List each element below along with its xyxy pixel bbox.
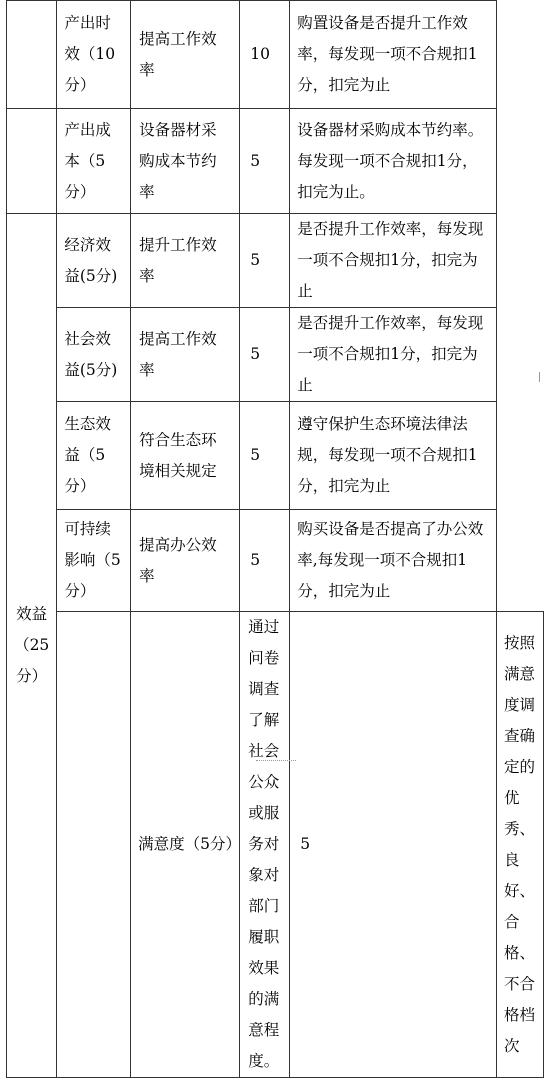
sub-indicator-cell: 通过问卷调查了解社会公众或服务对象对部门履职效果的满意程度。	[240, 612, 290, 1078]
sub-indicator-cell: 提升工作效率	[131, 214, 240, 308]
margin-mark	[539, 372, 544, 382]
score-cell: 10	[240, 1, 290, 109]
standard-cell: 遵守保护生态环境法律法规，每发现一项不合规扣1分，扣完为止	[290, 402, 497, 510]
standard-cell: 购买设备是否提高了办公效率,每发现一项不合规扣1分，扣完为止	[290, 510, 497, 612]
table-row	[7, 612, 544, 1078]
indicator-cell: 产出时效（10分）	[57, 1, 131, 109]
category-cell-top-2	[7, 109, 57, 214]
category-cell-bottom	[57, 612, 131, 1078]
table-row	[7, 510, 544, 612]
table-row	[7, 214, 544, 308]
score-cell: 5	[240, 109, 290, 214]
standard-cell: 按照满意度调查确定的优秀、良好、合格、不合格档次	[497, 612, 544, 1078]
table-row	[7, 308, 544, 402]
indicator-cell: 社会效益(5分)	[57, 308, 131, 402]
standard-cell: 购置设备是否提升工作效率，每发现一项不合规扣1分，扣完为止	[290, 1, 497, 109]
category-cell-top	[7, 1, 57, 109]
table-row	[7, 402, 544, 510]
standard-cell: 设备器材采购成本节约率。每发现一项不合规扣1分，扣完为止。	[290, 109, 497, 214]
indicator-cell: 生态效益（5分）	[57, 402, 131, 510]
bottom-mark	[256, 760, 296, 766]
category-cell: 效益（25分）	[7, 214, 57, 1078]
sub-indicator-cell: 提高工作效率	[131, 308, 240, 402]
sub-indicator-cell: 提高工作效率	[131, 1, 240, 109]
table-row	[7, 109, 544, 214]
indicator-cell: 可持续影响（5分）	[57, 510, 131, 612]
sub-indicator-cell: 符合生态环境相关规定	[131, 402, 240, 510]
score-cell: 5	[240, 402, 290, 510]
sub-indicator-cell: 设备器材采购成本节约率	[131, 109, 240, 214]
indicator-cell: 产出成本（5分）	[57, 109, 131, 214]
table-row	[7, 1, 544, 109]
indicator-cell: 满意度（5分）	[131, 612, 240, 1078]
standard-cell: 是否提升工作效率，每发现一项不合规扣1分，扣完为止	[290, 214, 497, 308]
score-cell: 5	[290, 612, 497, 1078]
indicator-cell: 经济效益(5分)	[57, 214, 131, 308]
score-cell: 5	[240, 214, 290, 308]
standard-cell: 是否提升工作效率，每发现一项不合规扣1分，扣完为止	[290, 308, 497, 402]
evaluation-table	[6, 0, 544, 1078]
score-cell: 5	[240, 308, 290, 402]
sub-indicator-cell: 提高办公效率	[131, 510, 240, 612]
score-cell: 5	[240, 510, 290, 612]
